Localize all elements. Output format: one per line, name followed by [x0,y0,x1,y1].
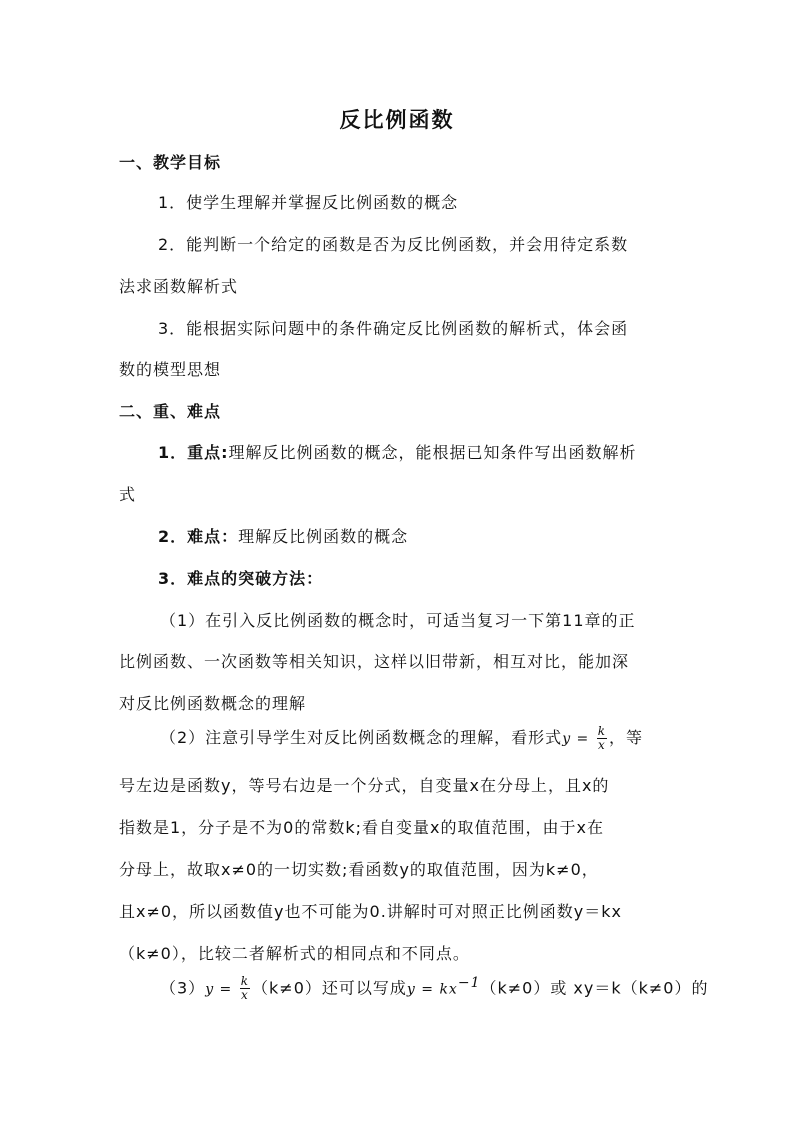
formula-equals: = [214,981,238,998]
formula-y: y [205,981,215,998]
formula-kx: kx [439,981,458,998]
page-title: 反比例函数 [339,108,455,132]
para-1-line-2: 比例函数、一次函数等相关知识，这样以旧带新，相互对比，能加深 [119,652,630,671]
para-2-text-pre: （2）注意引导学生对反比例函数概念的理解，看形式 [160,728,563,747]
section-heading-key-points: 二、重、难点 [119,402,222,421]
goal-2-line-2: 法求函数解析式 [119,277,239,296]
goal-1: 1．使学生理解并掌握反比例函数的概念 [158,193,459,212]
para-2-line-3: 指数是1，分子是不为0的常数k;看自变量x的取值范围，由于x在 [119,818,604,837]
para-3-text-pre: （3） [160,978,206,998]
fraction-numerator: k [597,724,607,738]
goal-3-line-2: 数的模型思想 [119,360,222,379]
formula-y: y [406,981,416,998]
para-3-line-1 [160,975,708,1002]
section-heading-goals: 一、教学目标 [119,153,222,172]
formula-equals: = [415,981,440,998]
formula-equals: = [571,731,595,747]
difficulty-line [158,524,408,547]
difficulty-label: 2．难点： [158,527,239,546]
para-2-line-2: 号左边是函数y，等号右边是一个分式，自变量x在分母上，且x的 [119,776,610,795]
para-2-line-4: 分母上，故取x≠0的一切实数;看函数y的取值范围，因为k≠0， [119,860,599,879]
goal-3-line-1: 3．能根据实际问题中的条件确定反比例函数的解析式，体会函 [158,319,629,338]
method-heading: 3．难点的突破方法： [158,569,324,588]
para-2-line-5: 且x≠0，所以函数值y也不可能为0.讲解时可对照正比例函数y＝kx [119,902,622,921]
fraction-denominator: x [598,738,606,752]
key-point-text: 理解反比例函数的概念，能根据已知条件写出函数解析 [228,443,637,462]
formula-fraction-k-over-x [240,975,250,1002]
key-point-line-2: 式 [119,485,137,504]
formula-fraction-k-over-x [597,725,607,752]
para-2-line-1 [160,725,643,752]
formula-exponent: −1 [457,975,481,991]
para-3-text-end: （k≠0）或 xy＝k（k≠0）的 [480,978,709,998]
goal-2-line-1: 2．能判断一个给定的函数是否为反比例函数，并会用待定系数 [158,235,629,254]
difficulty-text: 理解反比例函数的概念 [238,527,409,546]
key-point-line-1 [158,440,637,463]
fraction-numerator: k [240,974,250,989]
key-point-label: 1．重点: [158,443,229,462]
formula-y: y [562,731,572,747]
para-3-text-mid: （k≠0）还可以写成 [252,978,407,998]
para-1-line-1: （1）在引入反比例函数的概念时，可适当复习一下第11章的正 [160,611,636,630]
para-1-line-3: 对反比例函数概念的理解 [119,694,307,713]
para-2-text-post: ，等 [609,728,644,747]
fraction-denominator: x [241,988,249,1003]
para-2-line-6: （k≠0），比较二者解析式的相同点和不同点。 [119,944,470,963]
